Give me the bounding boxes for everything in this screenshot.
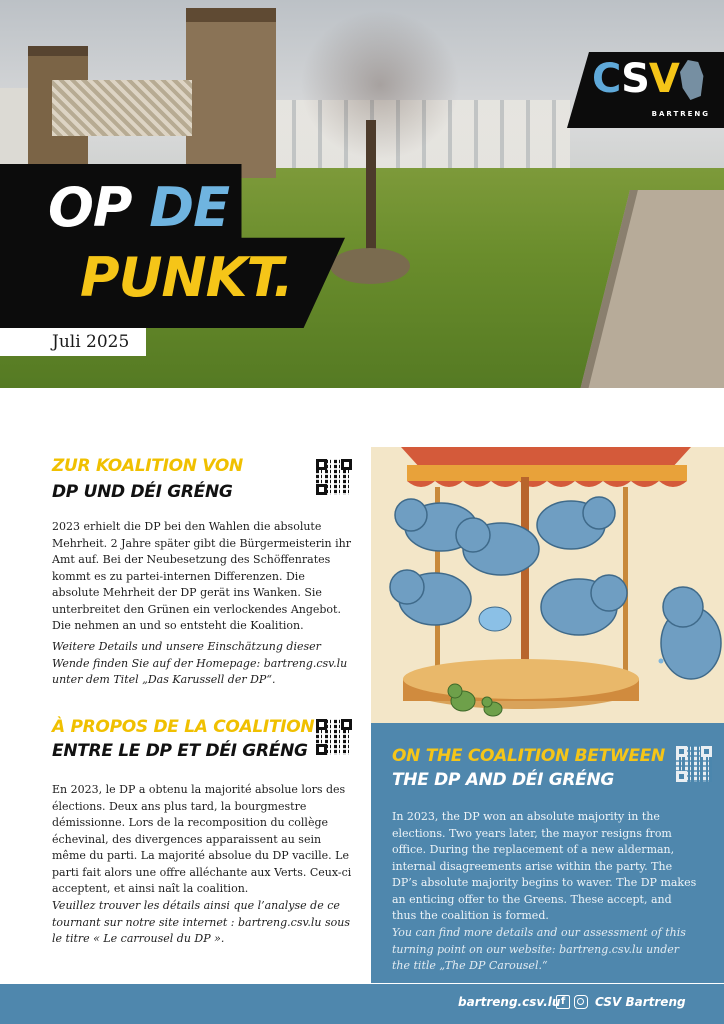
footer-social-handle: CSV Bartreng bbox=[595, 995, 686, 1009]
footer-website-link[interactable]: bartreng.csv.lu bbox=[458, 995, 561, 1009]
tree-crown bbox=[300, 10, 460, 160]
section-fr-heading-line2: ENTRE LE DP ET DÉI GRÉNG bbox=[52, 741, 308, 761]
section-de-heading-line2: DP UND DÉI GRÉNG bbox=[52, 482, 233, 502]
issue-date: Juli 2025 bbox=[0, 328, 146, 356]
rope-bridge bbox=[52, 80, 192, 136]
csv-logo bbox=[592, 56, 679, 102]
section-en-body: In 2023, the DP won an absolute majority in the elections. Two years later, the mayor resigns from office. During the replacement of a new alderman, internal disagreements arise within the party. The DP’s absolute majority begins to waver. The DP makes an enticing offer to the Greens. These accept, and thus the coalition is formed. bbox=[392, 810, 697, 922]
section-de-heading-line1: ZUR KOALITION VON bbox=[52, 456, 243, 476]
instagram-icon[interactable] bbox=[574, 995, 588, 1009]
section-en-heading-line1: ON THE COALITION BETWEEN bbox=[392, 746, 665, 766]
carousel-illustration bbox=[371, 447, 724, 723]
playground-tower-right bbox=[186, 8, 276, 178]
title-line-1 bbox=[48, 176, 229, 239]
logo-letter-v: V bbox=[648, 56, 679, 102]
title-op: OP bbox=[48, 176, 150, 239]
qr-code-icon[interactable] bbox=[316, 459, 352, 495]
section-fr-body: En 2023, le DP a obtenu la majorité absolue lors des élections. Deux ans plus tard, la bourgmestre démissionne. Lors de la recomposition du collège échevinal, des divergences apparaissent au sein même du parti. La majorité absolue du DP vacille. Le parti fait alors une offre alléchante aux Verts. Ceux-ci acceptent, et ainsi naît la coalition. bbox=[52, 783, 352, 895]
logo-letter-s: S bbox=[621, 56, 649, 102]
facebook-icon[interactable]: f bbox=[556, 995, 570, 1009]
title-de: DE bbox=[149, 176, 230, 239]
section-de-body: 2023 erhielt die DP bei den Wahlen die absolute Mehrheit. 2 Jahre später gibt die Bürgermeisterin ihr Amt auf. Bei der Neubesetzung des Schöffenrates kommt es zu partei-internen Differenzen. Die absolute Mehrheit der DP gerät ins Wanken. Sie unterbreitet den Grünen ein verlockendes Angebot. Die nehmen an und so entsteht die Koalition. bbox=[52, 520, 351, 632]
qr-code-icon[interactable] bbox=[676, 746, 712, 782]
title-line-2: PUNKT. bbox=[80, 246, 293, 309]
tree-bed bbox=[330, 248, 410, 284]
logo-letter-c: C bbox=[592, 56, 622, 102]
section-fr-note: Veuillez trouver les détails ainsi que l’analyse de ce tournant sur notre site internet : bartreng.csv.lu sous le titre « Le carrousel du DP ». bbox=[52, 899, 350, 945]
logo-subtitle: BARTRENG bbox=[651, 110, 710, 118]
section-en-heading-line2: THE DP AND DÉI GRÉNG bbox=[392, 770, 615, 790]
qr-code-icon[interactable] bbox=[316, 719, 352, 755]
section-de-note: Weitere Details und unsere Einschätzung dieser Wende finden Sie auf der Homepage: bartreng.csv.lu unter dem Titel „Das Karussell der DP“. bbox=[52, 640, 348, 686]
section-fr-heading-line1: À PROPOS DE LA COALITION bbox=[52, 717, 315, 737]
section-en-note: You can find more details and our assessment of this turning point on our website: bartreng.csv.lu under the title „The DP Carousel.“ bbox=[392, 926, 686, 972]
carousel-elephants-illustration bbox=[371, 447, 724, 723]
